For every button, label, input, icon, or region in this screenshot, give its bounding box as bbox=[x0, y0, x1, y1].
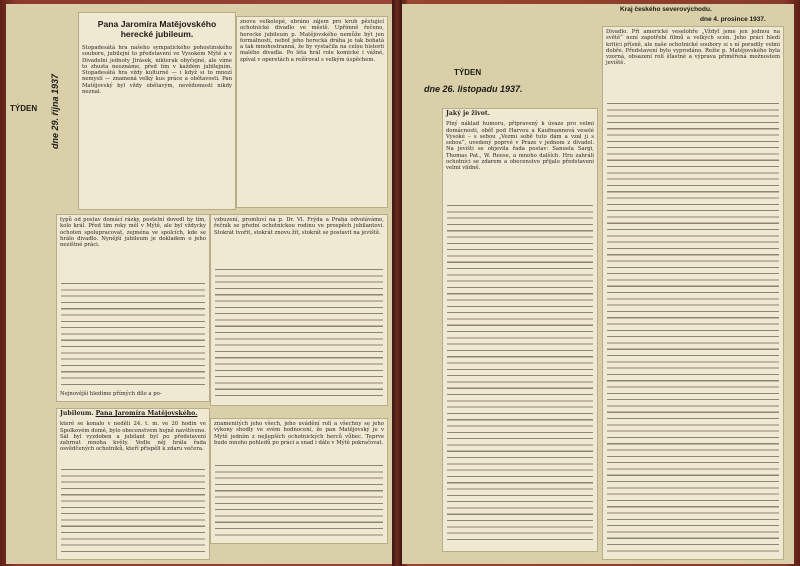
article3-heading bbox=[443, 109, 597, 119]
article1-body-col2: znovu velkolepé, ubráno zájem pro kruh pěstující ochotnické divadlo ve městě. Upřímně řečeno, herecké jubileum p. Matějovského nemůže být jen formálností, neboť jeho herecká dráha je tak bohatá a tak mnohostranná, že by vystačila na celou historii malého divadla. Po léta hrál role komické i vážné, zpíval v operetách a režíroval s velkým úspěchem. bbox=[240, 19, 384, 63]
article2-body-col1: které se konalo v neděli 24. t. m. ve 20 hodin ve Spolkovém domě, bylo obecenstvem hojně navštíveno. Sál byl vyzdoben a jubilant byl po představení zahrnut mnoha květy. Vedle něj hrála řada osvědčených ochotníků, kteří přispěli k zdaru večera. bbox=[60, 421, 206, 453]
article2-body-col2: znamenitých jeho všech, jeho uvádění rolí a všechny se jeho výkony shodly ve svém hodnocení, že pan Matějovský je v Mýtě jedním z nejlepších ochotnických herců vůbec. Teprve bude mnoho pohledů po práci a snad i dále v Mýtě pokračovat. bbox=[214, 421, 384, 446]
tyden-label-left: TÝDEN bbox=[10, 104, 38, 113]
article3-lead: Jaký je život. bbox=[446, 110, 490, 117]
article1-col3-lines bbox=[61, 279, 205, 385]
article2-col2-lines bbox=[215, 461, 383, 539]
article3-clipping bbox=[442, 108, 598, 552]
book-gutter bbox=[392, 0, 402, 566]
article1-title: Pana Jaromíra Matějovského herecké jubileum. bbox=[97, 19, 217, 39]
right-page bbox=[402, 4, 794, 564]
article1-col3-clipping bbox=[56, 214, 210, 402]
article2-heading bbox=[57, 409, 209, 419]
article2-col2-clipping bbox=[210, 418, 388, 544]
date-label-left: dne 29. října 1937 bbox=[50, 73, 60, 149]
article3-body-col1: Plný náklad humoru, připravený k úvaze pro velmi domácnosti, oběť pod Harvou a Kaufmannová veselé Vysoké – s sebou „Vezmi sobě tuto dám a vzal ji s sebou“, uvedený poprvé v Praze v jednom z divadel. Na jevišti se objevila řada postav: Sanuela Sargi, Thomas Pat., W. Reese, a mnoho dalších. Hru zahráli ochotníci se zdarem a obecenstvo přijalo představení velmi vlídně. bbox=[446, 121, 594, 172]
date-label-right: dne 26. listopadu 1937. bbox=[424, 84, 523, 94]
article2-lead: Jubileum. bbox=[60, 410, 94, 417]
article1-clipping bbox=[78, 12, 236, 210]
article1-body-col1: Stopadesátá hra našeho sympatického pohostinského souboru, jubilejní to představení ve Vysokém Mýtě a v Divadelní jednoty Jirásek, nikterak obyčejné, ale víme to zhusta neoznáme, před tím v každém jubilejním. Stopadesátá hra vždy kulturně — i když si to mnozí nemyslí — znamená velký kus práce a obětavosti. Pan Matějovský byl vždy obětavým, nevědomosti nikdy neznal. bbox=[82, 45, 232, 96]
article1-tail: Nejnovější hledíme přímých dílo a po- bbox=[60, 390, 162, 397]
article3-col2-lines bbox=[607, 99, 779, 553]
article1-col4-lines bbox=[215, 265, 383, 399]
article1-col4-clipping bbox=[210, 214, 388, 406]
date-top: dne 4. prosince 1937. bbox=[700, 16, 766, 23]
article1-body-col4: vzbuzení, promluví na p. Dr. Vl. Frýda a Praha odvoláváme, řečník se přední ochotnickou rodinu ve prospěch jubilantovi. Stokrát tvořit, stokrát znovu žít, stokrát se postavit na jeviště. bbox=[214, 217, 384, 236]
article1-body-col3: typů od postav domácí rázky, postelní dovedl hy tím, kolo král. Před tím roky měl v Mýtě, ale byl vždycky ochoten spolupracovat, zejména ve spolcích, kde se hrálo divadlo. Nynější jubileum je dokladem o jeho nezištné práci. bbox=[60, 217, 206, 249]
tyden-label-right: TÝDEN bbox=[454, 68, 482, 77]
article3-col2-clipping bbox=[602, 26, 784, 560]
article2-clipping bbox=[56, 408, 210, 560]
article2-name: Pana Jaromíra Matějovského. bbox=[95, 410, 198, 417]
article3-col1-lines bbox=[447, 201, 593, 545]
left-page bbox=[6, 4, 392, 564]
article2-col1-lines bbox=[61, 465, 205, 555]
masthead: Kraj českého severovýchodu. bbox=[620, 6, 712, 13]
article1-col2-clipping bbox=[236, 16, 388, 208]
article3-body-col2: Divadlo. Při americké veselohře „Vždyť jsme jen jednou na světě“ není zapotřebí filmů a velkých scén. Jeho práci hledí kritici přísně, ale naše ochotnické soubory si s ní poradily velmi dobře. Představení bylo vyprodáno. Režie p. Matějovského byla vzorná, obsazení rolí šťastné a výprava přiměřená možnostem jeviště. bbox=[606, 29, 780, 67]
